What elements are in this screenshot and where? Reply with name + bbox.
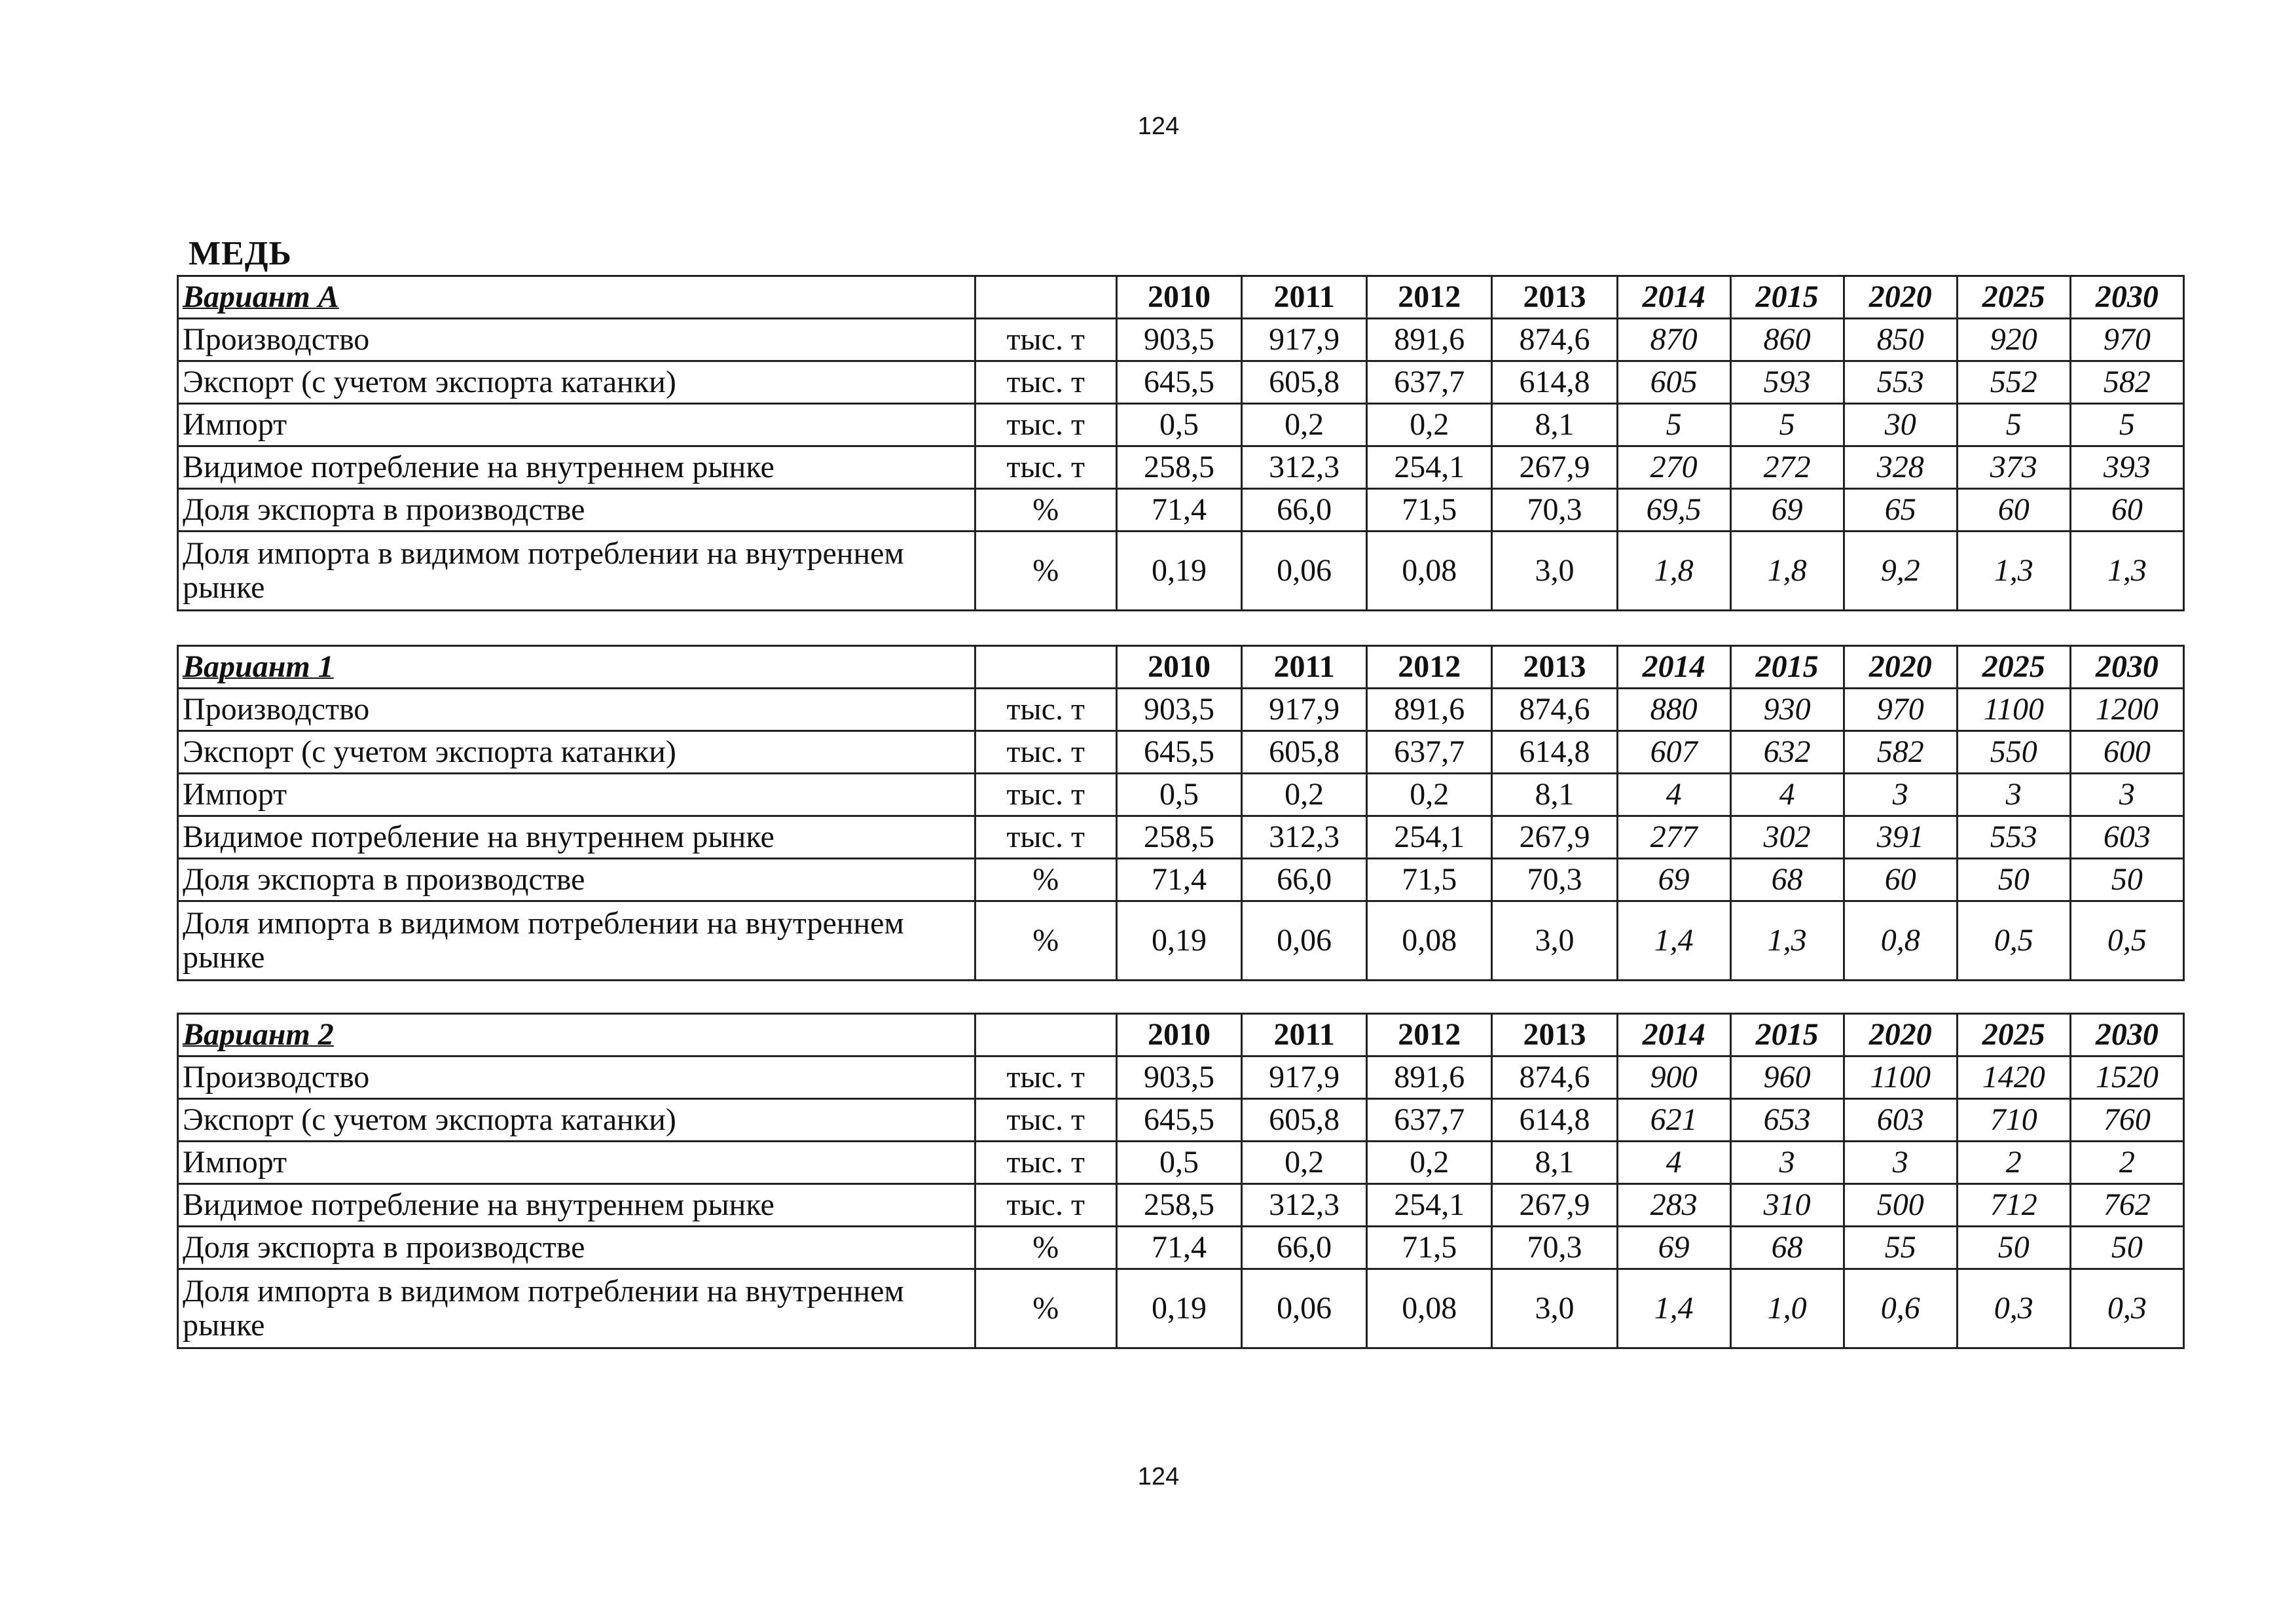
row-label: Видимое потребление на внутреннем рынке xyxy=(178,1184,975,1227)
value-cell: 310 xyxy=(1730,1184,1844,1227)
value-cell: 0,5 xyxy=(1116,1142,1241,1184)
value-cell: 272 xyxy=(1730,446,1844,489)
value-cell: 50 xyxy=(2070,1227,2183,1269)
value-cell: 66,0 xyxy=(1242,1227,1367,1269)
row-unit: % xyxy=(975,1227,1116,1269)
value-cell: 0,06 xyxy=(1242,901,1367,981)
value-cell: 0,06 xyxy=(1242,1269,1367,1348)
value-cell: 5 xyxy=(1957,404,2070,446)
row-unit: тыс. т xyxy=(975,319,1116,361)
value-cell: 328 xyxy=(1844,446,1957,489)
row-unit: тыс. т xyxy=(975,1184,1116,1227)
value-cell: 637,7 xyxy=(1367,731,1492,774)
value-cell: 500 xyxy=(1844,1184,1957,1227)
value-cell: 60 xyxy=(2070,489,2183,532)
value-cell: 4 xyxy=(1617,774,1730,816)
year-header: 2015 xyxy=(1730,1014,1844,1056)
value-cell: 0,5 xyxy=(1116,404,1241,446)
value-cell: 5 xyxy=(1730,404,1844,446)
value-cell: 70,3 xyxy=(1492,1227,1617,1269)
value-cell: 4 xyxy=(1617,1142,1730,1184)
value-cell: 903,5 xyxy=(1116,1056,1241,1099)
value-cell: 50 xyxy=(1957,859,2070,901)
value-cell: 3 xyxy=(2070,774,2183,816)
table-row xyxy=(178,319,2184,361)
value-cell: 903,5 xyxy=(1116,319,1241,361)
value-cell: 1420 xyxy=(1957,1056,2070,1099)
value-cell: 0,3 xyxy=(1957,1269,2070,1348)
year-header: 2020 xyxy=(1844,646,1957,689)
table-header-row xyxy=(178,1014,2184,1056)
value-cell: 712 xyxy=(1957,1184,2070,1227)
table-row xyxy=(178,1184,2184,1227)
value-cell: 69 xyxy=(1617,1227,1730,1269)
value-cell: 69 xyxy=(1617,859,1730,901)
value-cell: 621 xyxy=(1617,1099,1730,1142)
value-cell: 55 xyxy=(1844,1227,1957,1269)
value-cell: 66,0 xyxy=(1242,859,1367,901)
year-header: 2010 xyxy=(1116,276,1241,319)
row-unit: % xyxy=(975,859,1116,901)
row-label: Экспорт (с учетом экспорта катанки) xyxy=(178,1099,975,1142)
value-cell: 0,08 xyxy=(1367,1269,1492,1348)
table-row xyxy=(178,1269,2184,1348)
value-cell: 0,6 xyxy=(1844,1269,1957,1348)
row-label: Доля импорта в видимом потреблении на внутреннем рынке xyxy=(178,1269,975,1348)
row-label: Импорт xyxy=(178,774,975,816)
table-row xyxy=(178,361,2184,404)
row-label: Импорт xyxy=(178,1142,975,1184)
value-cell: 903,5 xyxy=(1116,689,1241,731)
value-cell: 1,4 xyxy=(1617,1269,1730,1348)
value-cell: 0,2 xyxy=(1242,774,1367,816)
value-cell: 0,8 xyxy=(1844,901,1957,981)
value-cell: 1200 xyxy=(2070,689,2183,731)
value-cell: 605,8 xyxy=(1242,1099,1367,1142)
value-cell: 312,3 xyxy=(1242,446,1367,489)
value-cell: 0,2 xyxy=(1367,774,1492,816)
value-cell: 254,1 xyxy=(1367,816,1492,859)
page-number-bottom: 124 xyxy=(1137,1463,1180,1490)
value-cell: 5 xyxy=(1617,404,1730,446)
row-unit: тыс. т xyxy=(975,1056,1116,1099)
row-label: Доля экспорта в производстве xyxy=(178,489,975,532)
value-cell: 603 xyxy=(1844,1099,1957,1142)
value-cell: 870 xyxy=(1617,319,1730,361)
year-header: 2013 xyxy=(1492,1014,1617,1056)
value-cell: 605 xyxy=(1617,361,1730,404)
value-cell: 71,4 xyxy=(1116,489,1241,532)
row-unit: тыс. т xyxy=(975,446,1116,489)
value-cell: 0,5 xyxy=(2070,901,2183,981)
variant-title: Вариант 1 xyxy=(178,646,975,689)
value-cell: 270 xyxy=(1617,446,1730,489)
year-header: 2030 xyxy=(2070,1014,2183,1056)
value-cell: 302 xyxy=(1730,816,1844,859)
row-label: Доля экспорта в производстве xyxy=(178,1227,975,1269)
table-header-row xyxy=(178,646,2184,689)
value-cell: 920 xyxy=(1957,319,2070,361)
value-cell: 8,1 xyxy=(1492,1142,1617,1184)
value-cell: 0,5 xyxy=(1116,774,1241,816)
page-number-top: 124 xyxy=(1137,113,1180,140)
table-row xyxy=(178,1099,2184,1142)
value-cell: 653 xyxy=(1730,1099,1844,1142)
value-cell: 69 xyxy=(1730,489,1844,532)
year-header: 2011 xyxy=(1242,1014,1367,1056)
year-header: 2025 xyxy=(1957,1014,2070,1056)
value-cell: 3 xyxy=(1957,774,2070,816)
year-header: 2014 xyxy=(1617,1014,1730,1056)
value-cell: 2 xyxy=(2070,1142,2183,1184)
value-cell: 267,9 xyxy=(1492,446,1617,489)
value-cell: 930 xyxy=(1730,689,1844,731)
year-header: 2012 xyxy=(1367,646,1492,689)
year-header: 2025 xyxy=(1957,276,2070,319)
value-cell: 614,8 xyxy=(1492,1099,1617,1142)
value-cell: 66,0 xyxy=(1242,489,1367,532)
value-cell: 254,1 xyxy=(1367,1184,1492,1227)
table-row xyxy=(178,816,2184,859)
row-unit: тыс. т xyxy=(975,731,1116,774)
value-cell: 607 xyxy=(1617,731,1730,774)
row-unit: % xyxy=(975,1269,1116,1348)
value-cell: 68 xyxy=(1730,1227,1844,1269)
value-cell: 760 xyxy=(2070,1099,2183,1142)
value-cell: 960 xyxy=(1730,1056,1844,1099)
value-cell: 312,3 xyxy=(1242,1184,1367,1227)
value-cell: 552 xyxy=(1957,361,2070,404)
unit-header-empty xyxy=(975,276,1116,319)
value-cell: 917,9 xyxy=(1242,319,1367,361)
value-cell: 0,2 xyxy=(1242,404,1367,446)
value-cell: 0,3 xyxy=(2070,1269,2183,1348)
value-cell: 874,6 xyxy=(1492,689,1617,731)
row-label: Импорт xyxy=(178,404,975,446)
value-cell: 0,06 xyxy=(1242,532,1367,611)
value-cell: 8,1 xyxy=(1492,774,1617,816)
value-cell: 0,2 xyxy=(1367,1142,1492,1184)
year-header: 2030 xyxy=(2070,276,2183,319)
value-cell: 4 xyxy=(1730,774,1844,816)
value-cell: 0,19 xyxy=(1116,901,1241,981)
row-label: Экспорт (с учетом экспорта катанки) xyxy=(178,361,975,404)
value-cell: 710 xyxy=(1957,1099,2070,1142)
table-row xyxy=(178,859,2184,901)
year-header: 2012 xyxy=(1367,1014,1492,1056)
value-cell: 614,8 xyxy=(1492,361,1617,404)
table-row xyxy=(178,689,2184,731)
value-cell: 8,1 xyxy=(1492,404,1617,446)
row-label: Экспорт (с учетом экспорта катанки) xyxy=(178,731,975,774)
row-unit: тыс. т xyxy=(975,1142,1116,1184)
value-cell: 1,8 xyxy=(1730,532,1844,611)
value-cell: 917,9 xyxy=(1242,1056,1367,1099)
year-header: 2013 xyxy=(1492,276,1617,319)
value-cell: 5 xyxy=(2070,404,2183,446)
row-label: Видимое потребление на внутреннем рынке xyxy=(178,816,975,859)
value-cell: 605,8 xyxy=(1242,361,1367,404)
value-cell: 637,7 xyxy=(1367,361,1492,404)
row-unit: % xyxy=(975,489,1116,532)
row-unit: тыс. т xyxy=(975,1099,1116,1142)
value-cell: 258,5 xyxy=(1116,446,1241,489)
value-cell: 391 xyxy=(1844,816,1957,859)
value-cell: 970 xyxy=(2070,319,2183,361)
table-row xyxy=(178,489,2184,532)
row-unit: тыс. т xyxy=(975,689,1116,731)
value-cell: 71,5 xyxy=(1367,489,1492,532)
value-cell: 267,9 xyxy=(1492,816,1617,859)
value-cell: 0,19 xyxy=(1116,532,1241,611)
row-label: Производство xyxy=(178,319,975,361)
value-cell: 70,3 xyxy=(1492,859,1617,901)
value-cell: 891,6 xyxy=(1367,1056,1492,1099)
table-row xyxy=(178,1227,2184,1269)
value-cell: 30 xyxy=(1844,404,1957,446)
value-cell: 891,6 xyxy=(1367,689,1492,731)
value-cell: 850 xyxy=(1844,319,1957,361)
table-variant-2 xyxy=(177,1013,2185,1349)
year-header: 2020 xyxy=(1844,276,1957,319)
value-cell: 0,19 xyxy=(1116,1269,1241,1348)
row-unit: тыс. т xyxy=(975,774,1116,816)
table-row xyxy=(178,901,2184,981)
document-title: МЕДЬ xyxy=(189,235,292,272)
value-cell: 645,5 xyxy=(1116,1099,1241,1142)
year-header: 2012 xyxy=(1367,276,1492,319)
value-cell: 593 xyxy=(1730,361,1844,404)
value-cell: 50 xyxy=(2070,859,2183,901)
variant-title: Вариант А xyxy=(178,276,975,319)
value-cell: 553 xyxy=(1957,816,2070,859)
unit-header-empty xyxy=(975,1014,1116,1056)
row-label: Доля импорта в видимом потреблении на внутреннем рынке xyxy=(178,532,975,611)
value-cell: 71,4 xyxy=(1116,859,1241,901)
table-variant-1 xyxy=(177,645,2185,981)
value-cell: 393 xyxy=(2070,446,2183,489)
value-cell: 2 xyxy=(1957,1142,2070,1184)
value-cell: 582 xyxy=(1844,731,1957,774)
value-cell: 71,4 xyxy=(1116,1227,1241,1269)
value-cell: 60 xyxy=(1957,489,2070,532)
row-unit: тыс. т xyxy=(975,361,1116,404)
row-unit: тыс. т xyxy=(975,816,1116,859)
value-cell: 614,8 xyxy=(1492,731,1617,774)
row-unit: тыс. т xyxy=(975,404,1116,446)
value-cell: 65 xyxy=(1844,489,1957,532)
table-row xyxy=(178,731,2184,774)
value-cell: 891,6 xyxy=(1367,319,1492,361)
year-header: 2011 xyxy=(1242,276,1367,319)
value-cell: 645,5 xyxy=(1116,731,1241,774)
unit-header-empty xyxy=(975,646,1116,689)
value-cell: 3 xyxy=(1844,774,1957,816)
row-label: Доля экспорта в производстве xyxy=(178,859,975,901)
variant-title: Вариант 2 xyxy=(178,1014,975,1056)
value-cell: 1520 xyxy=(2070,1056,2183,1099)
value-cell: 0,5 xyxy=(1957,901,2070,981)
value-cell: 254,1 xyxy=(1367,446,1492,489)
value-cell: 637,7 xyxy=(1367,1099,1492,1142)
value-cell: 9,2 xyxy=(1844,532,1957,611)
year-header: 2013 xyxy=(1492,646,1617,689)
value-cell: 60 xyxy=(1844,859,1957,901)
value-cell: 553 xyxy=(1844,361,1957,404)
row-label: Доля импорта в видимом потреблении на внутреннем рынке xyxy=(178,901,975,981)
table-row xyxy=(178,1056,2184,1099)
value-cell: 68 xyxy=(1730,859,1844,901)
value-cell: 917,9 xyxy=(1242,689,1367,731)
value-cell: 632 xyxy=(1730,731,1844,774)
value-cell: 880 xyxy=(1617,689,1730,731)
value-cell: 603 xyxy=(2070,816,2183,859)
value-cell: 50 xyxy=(1957,1227,2070,1269)
value-cell: 267,9 xyxy=(1492,1184,1617,1227)
value-cell: 283 xyxy=(1617,1184,1730,1227)
value-cell: 3 xyxy=(1730,1142,1844,1184)
year-header: 2030 xyxy=(2070,646,2183,689)
year-header: 2015 xyxy=(1730,276,1844,319)
year-header: 2014 xyxy=(1617,646,1730,689)
value-cell: 900 xyxy=(1617,1056,1730,1099)
row-unit: % xyxy=(975,532,1116,611)
value-cell: 71,5 xyxy=(1367,859,1492,901)
value-cell: 0,08 xyxy=(1367,901,1492,981)
value-cell: 860 xyxy=(1730,319,1844,361)
value-cell: 762 xyxy=(2070,1184,2183,1227)
value-cell: 1,8 xyxy=(1617,532,1730,611)
value-cell: 3,0 xyxy=(1492,532,1617,611)
value-cell: 1,3 xyxy=(1957,532,2070,611)
year-header: 2010 xyxy=(1116,646,1241,689)
value-cell: 3,0 xyxy=(1492,901,1617,981)
value-cell: 0,2 xyxy=(1367,404,1492,446)
row-label: Видимое потребление на внутреннем рынке xyxy=(178,446,975,489)
value-cell: 970 xyxy=(1844,689,1957,731)
year-header: 2025 xyxy=(1957,646,2070,689)
value-cell: 71,5 xyxy=(1367,1227,1492,1269)
row-label: Производство xyxy=(178,1056,975,1099)
table-header-row xyxy=(178,276,2184,319)
year-header: 2020 xyxy=(1844,1014,1957,1056)
year-header: 2014 xyxy=(1617,276,1730,319)
value-cell: 3,0 xyxy=(1492,1269,1617,1348)
row-unit: % xyxy=(975,901,1116,981)
value-cell: 0,08 xyxy=(1367,532,1492,611)
value-cell: 1100 xyxy=(1844,1056,1957,1099)
value-cell: 277 xyxy=(1617,816,1730,859)
value-cell: 3 xyxy=(1844,1142,1957,1184)
year-header: 2015 xyxy=(1730,646,1844,689)
table-row xyxy=(178,532,2184,611)
year-header: 2010 xyxy=(1116,1014,1241,1056)
value-cell: 258,5 xyxy=(1116,816,1241,859)
value-cell: 312,3 xyxy=(1242,816,1367,859)
table-row xyxy=(178,1142,2184,1184)
table-row xyxy=(178,446,2184,489)
value-cell: 605,8 xyxy=(1242,731,1367,774)
value-cell: 1,4 xyxy=(1617,901,1730,981)
value-cell: 1100 xyxy=(1957,689,2070,731)
value-cell: 258,5 xyxy=(1116,1184,1241,1227)
table-row xyxy=(178,404,2184,446)
value-cell: 70,3 xyxy=(1492,489,1617,532)
value-cell: 582 xyxy=(2070,361,2183,404)
value-cell: 600 xyxy=(2070,731,2183,774)
table-variant-a xyxy=(177,275,2185,611)
value-cell: 69,5 xyxy=(1617,489,1730,532)
value-cell: 874,6 xyxy=(1492,1056,1617,1099)
value-cell: 1,3 xyxy=(2070,532,2183,611)
value-cell: 550 xyxy=(1957,731,2070,774)
value-cell: 0,2 xyxy=(1242,1142,1367,1184)
row-label: Производство xyxy=(178,689,975,731)
year-header: 2011 xyxy=(1242,646,1367,689)
value-cell: 1,3 xyxy=(1730,901,1844,981)
value-cell: 1,0 xyxy=(1730,1269,1844,1348)
value-cell: 645,5 xyxy=(1116,361,1241,404)
value-cell: 373 xyxy=(1957,446,2070,489)
value-cell: 874,6 xyxy=(1492,319,1617,361)
table-row xyxy=(178,774,2184,816)
